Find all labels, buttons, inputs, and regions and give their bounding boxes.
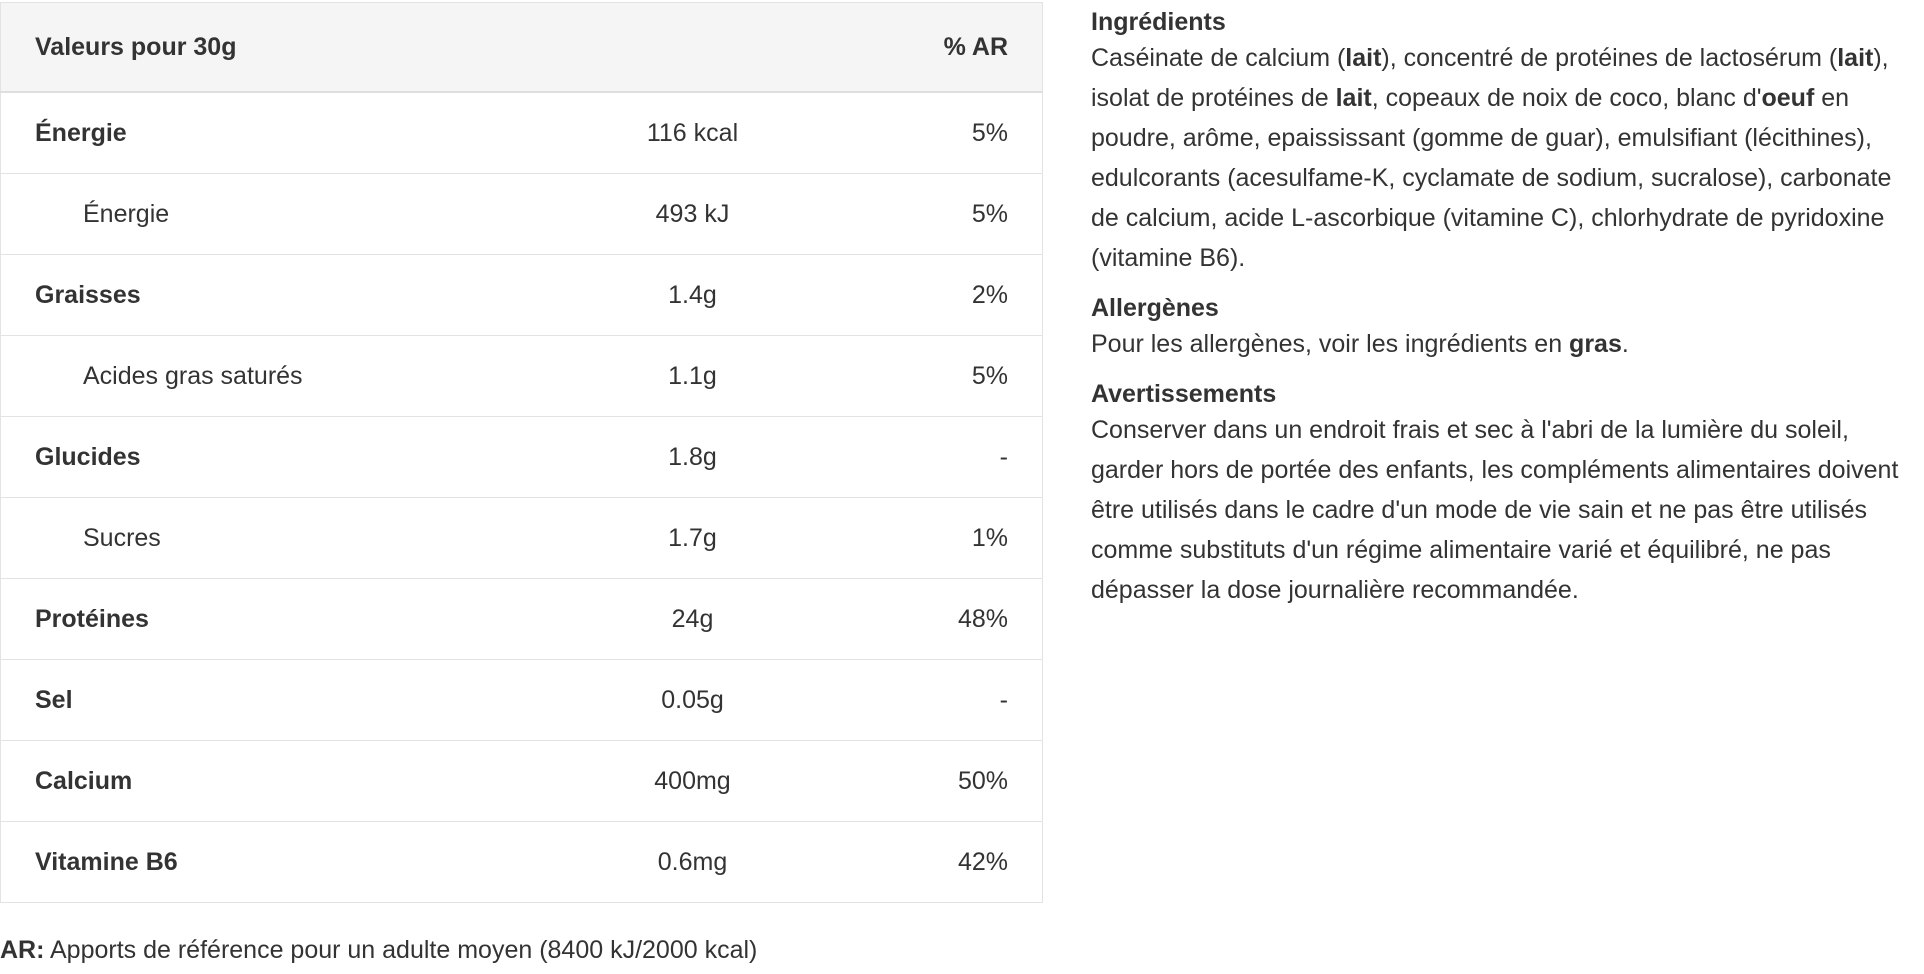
- nutrient-name: Énergie: [1, 174, 501, 255]
- nutrition-table: [0, 2, 1043, 903]
- nutrient-name: Calcium: [1, 741, 501, 822]
- table-header-row: [1, 3, 1043, 93]
- nutrient-name: Glucides: [1, 417, 501, 498]
- product-info-panel: [1091, 6, 1921, 624]
- nutrition-table-body: [1, 92, 1043, 903]
- nutrient-reference-intake: 42%: [885, 822, 1043, 903]
- nutrient-reference-intake: 1%: [885, 498, 1043, 579]
- ingredient-text-segment: en poudre, arôme, epaississant (gomme de guar), emulsifiant (lécithines), edulcorants (acesulfame-K, cyclamate de sodium, sucralose), carbonate de calcium, acide L-ascorbique (vitamine C), chlorhydrate de pyridoxine (vitamine B6).: [1091, 84, 1892, 272]
- allergens-text: [1091, 324, 1921, 364]
- nutrient-amount: 1.1g: [501, 336, 885, 417]
- nutrient-reference-intake: 50%: [885, 741, 1043, 822]
- ingredients-text: [1091, 38, 1921, 278]
- nutrient-name: Sel: [1, 660, 501, 741]
- nutrient-reference-intake: -: [885, 417, 1043, 498]
- nutrient-reference-intake: 48%: [885, 579, 1043, 660]
- table-row: [1, 174, 1043, 255]
- allergens-section: [1091, 292, 1921, 364]
- nutrient-amount: 0.6mg: [501, 822, 885, 903]
- table-row: [1, 498, 1043, 579]
- table-row: [1, 741, 1043, 822]
- nutrient-amount: 24g: [501, 579, 885, 660]
- table-row: [1, 336, 1043, 417]
- ingredient-text-segment: Caséinate de calcium (: [1091, 44, 1346, 72]
- ingredients-heading: Ingrédients: [1091, 8, 1226, 36]
- nutrient-reference-intake: 5%: [885, 336, 1043, 417]
- nutrient-amount: 1.4g: [501, 255, 885, 336]
- nutrient-name: Vitamine B6: [1, 822, 501, 903]
- ingredient-text-segment: ), concentré de protéines de lactosérum (: [1381, 44, 1838, 72]
- ingredient-allergen: lait: [1335, 84, 1372, 112]
- nutrient-name: Graisses: [1, 255, 501, 336]
- table-row: [1, 822, 1043, 903]
- table-row: [1, 660, 1043, 741]
- ingredient-text-segment: ), isolat de protéines de: [1091, 44, 1889, 112]
- footnote-label: AR:: [0, 936, 45, 964]
- ingredients-section: [1091, 6, 1921, 278]
- footnote-text: Apports de référence pour un adulte moyen (8400 kJ/2000 kcal): [44, 936, 758, 964]
- header-values-per-serving: Valeurs pour 30g: [1, 3, 501, 93]
- warnings-heading: Avertissements: [1091, 380, 1277, 408]
- ingredient-text-segment: , copeaux de noix de coco, blanc d': [1371, 84, 1762, 112]
- nutrient-name: Protéines: [1, 579, 501, 660]
- header-reference-intake: % AR: [885, 3, 1043, 93]
- allergens-text-after: .: [1621, 330, 1629, 358]
- reference-intake-footnote: [0, 936, 757, 965]
- nutrient-reference-intake: -: [885, 660, 1043, 741]
- nutrition-panel: [0, 2, 1042, 903]
- nutrient-name: Énergie: [1, 92, 501, 174]
- nutrient-amount: 116 kcal: [501, 92, 885, 174]
- nutrient-amount: 1.7g: [501, 498, 885, 579]
- table-row: [1, 417, 1043, 498]
- table-row: [1, 579, 1043, 660]
- nutrition-table-header: [1, 3, 1043, 93]
- table-row: [1, 92, 1043, 174]
- header-amount: [501, 3, 885, 93]
- nutrient-reference-intake: 2%: [885, 255, 1043, 336]
- nutrient-amount: 493 kJ: [501, 174, 885, 255]
- nutrient-name: Sucres: [1, 498, 501, 579]
- nutrient-reference-intake: 5%: [885, 92, 1043, 174]
- nutrient-amount: 400mg: [501, 741, 885, 822]
- table-row: [1, 255, 1043, 336]
- allergens-heading: Allergènes: [1091, 294, 1219, 322]
- nutrient-amount: 1.8g: [501, 417, 885, 498]
- nutrient-amount: 0.05g: [501, 660, 885, 741]
- nutrient-reference-intake: 5%: [885, 174, 1043, 255]
- allergens-bold-word: gras: [1569, 330, 1622, 358]
- allergens-text-before: Pour les allergènes, voir les ingrédients en: [1091, 330, 1570, 358]
- nutrient-name: Acides gras saturés: [1, 336, 501, 417]
- warnings-text: Conserver dans un endroit frais et sec à l'abri de la lumière du soleil, garder hors de portée des enfants, les compléments alimentaires doivent être utilisés dans le cadre d'un mode de vie sain et ne pas être utilisés comme substituts d'un régime alimentaire varié et équilibré, ne pas dépasser la dose journalière recommandée.: [1091, 416, 1899, 604]
- ingredient-allergen: lait: [1345, 44, 1382, 72]
- warnings-section: [1091, 378, 1921, 610]
- ingredient-allergen: lait: [1837, 44, 1874, 72]
- ingredient-allergen: oeuf: [1761, 84, 1815, 112]
